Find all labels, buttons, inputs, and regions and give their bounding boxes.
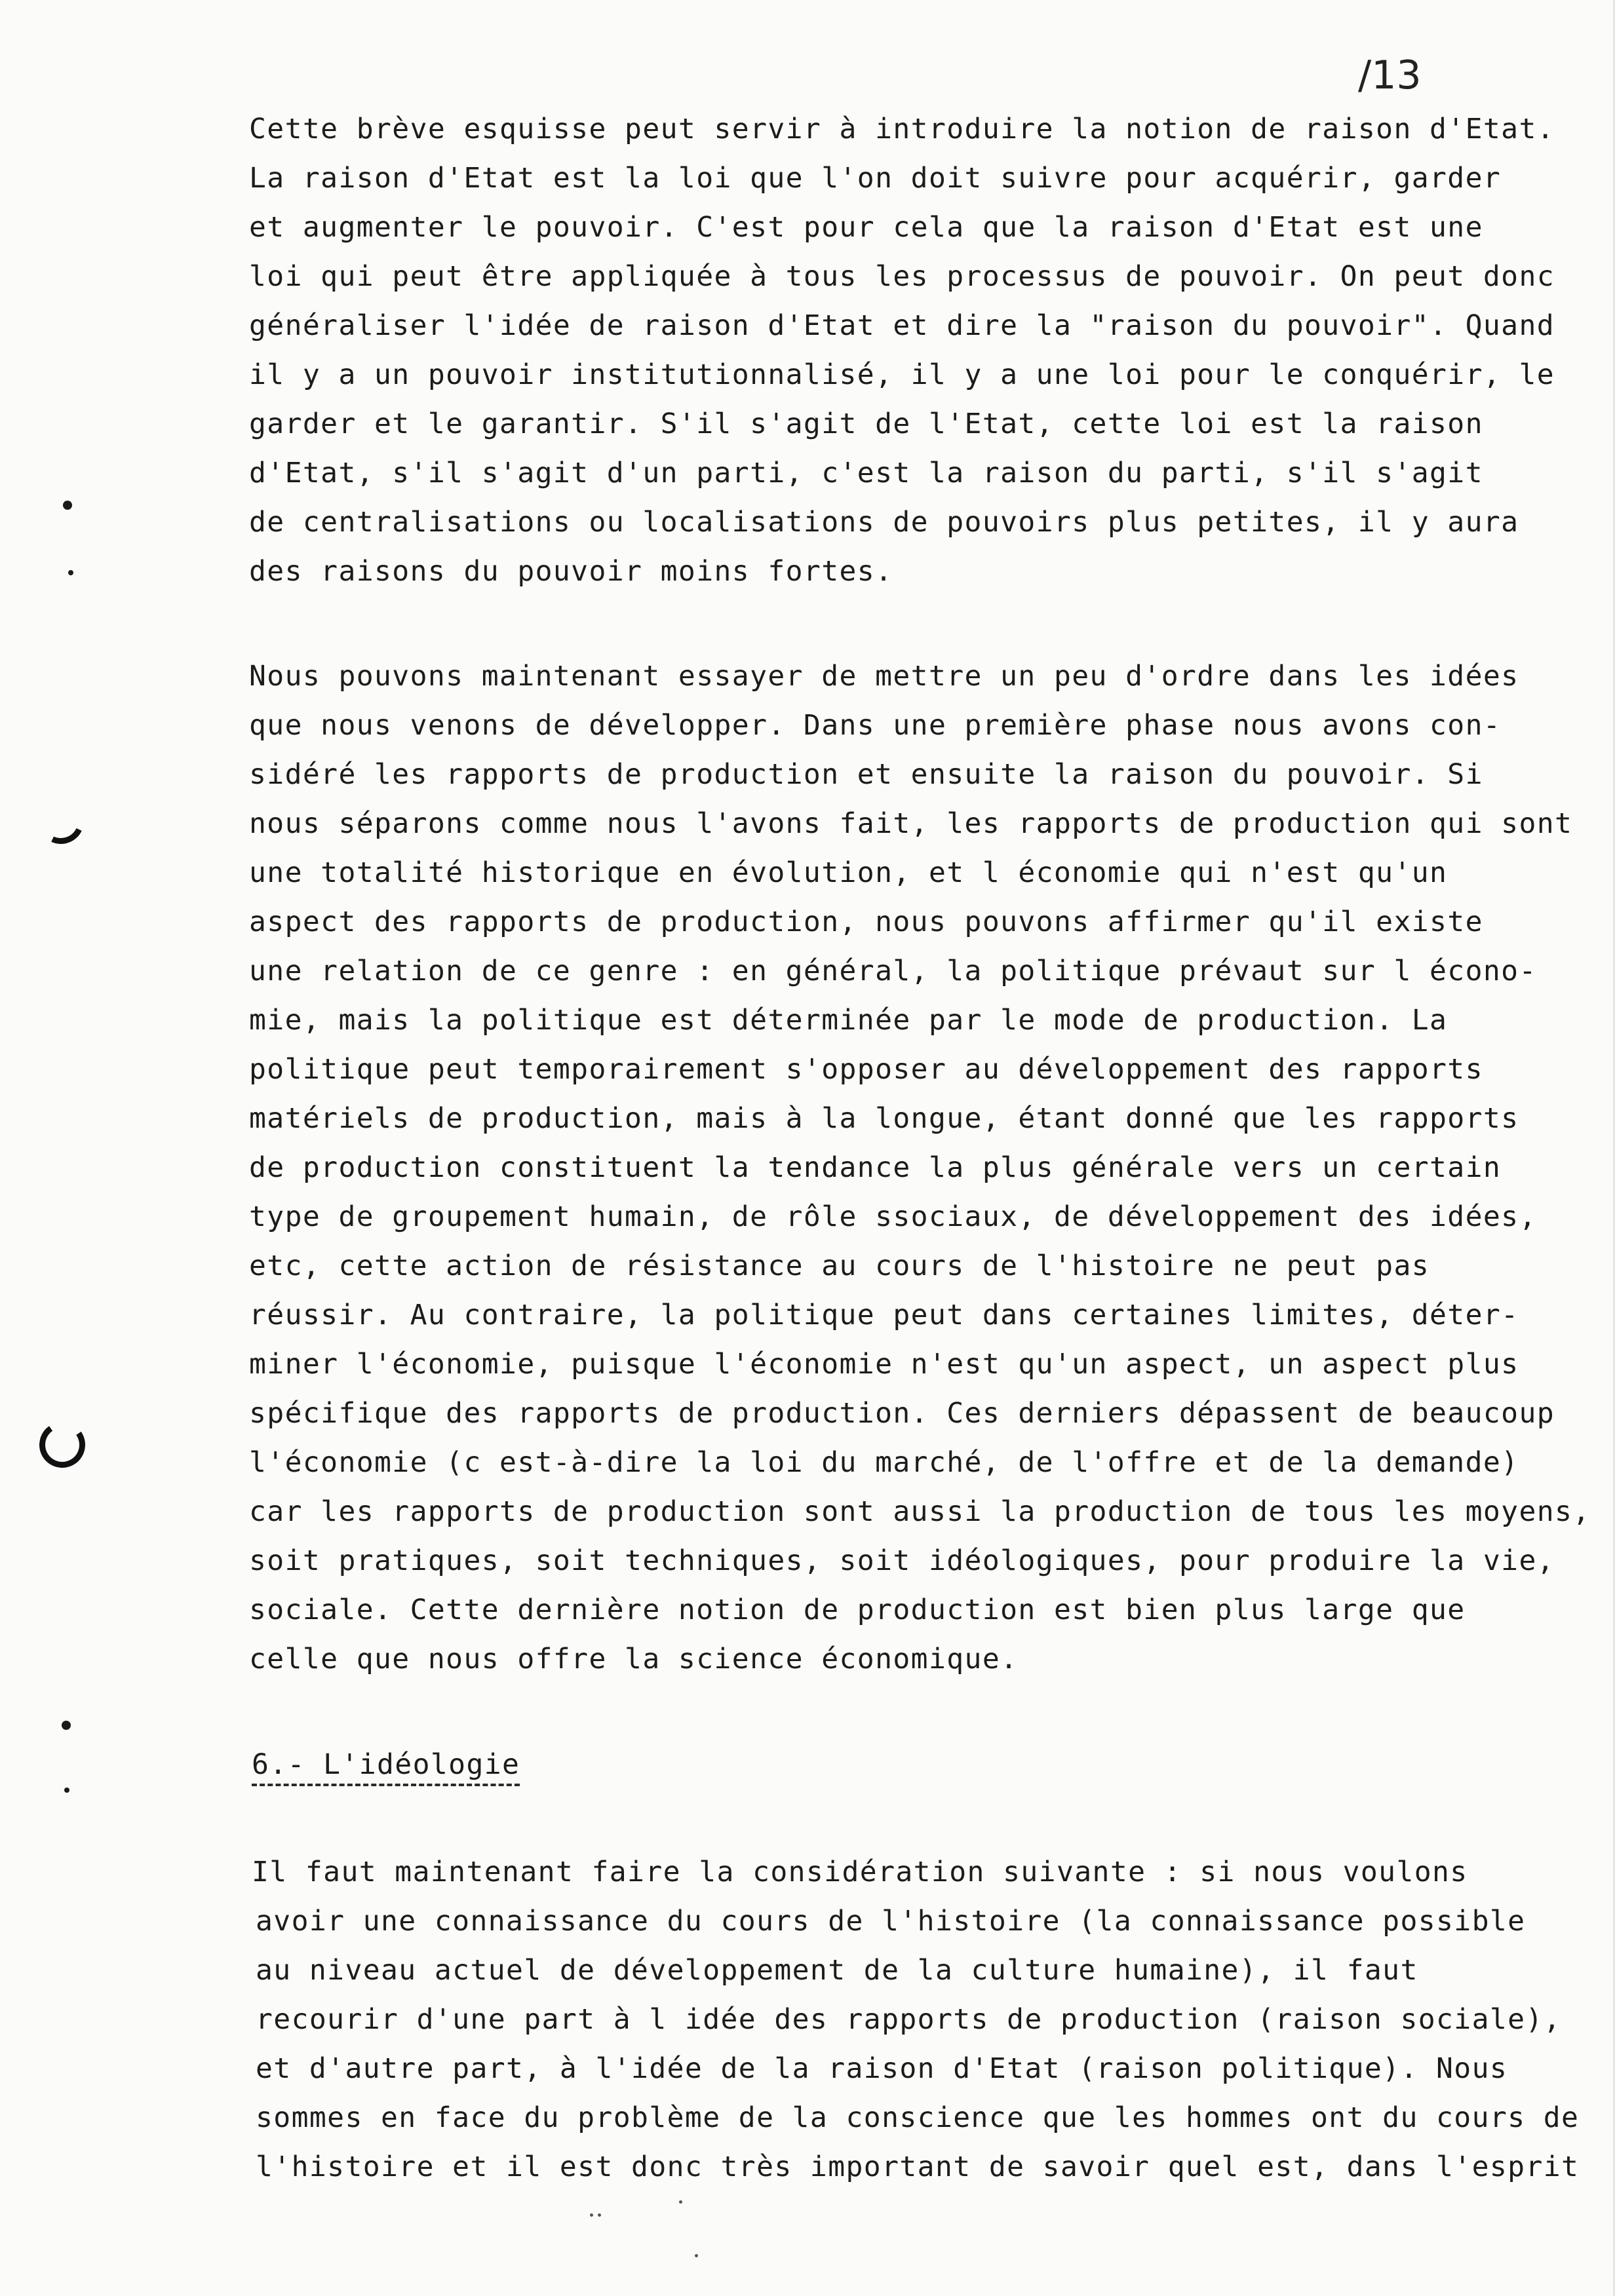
text-line: miner l'économie, puisque l'économie n'est qu'un aspect, un aspect plus bbox=[249, 1348, 1519, 1381]
paper-speck bbox=[598, 2213, 601, 2217]
text-line: l'économie (c est-à-dire la loi du marché, de l'offre et de la demande) bbox=[249, 1446, 1519, 1479]
text-line: que nous venons de développer. Dans une première phase nous avons con- bbox=[249, 709, 1502, 742]
text-line: politique peut temporairement s'opposer au développement des rapports bbox=[249, 1053, 1483, 1086]
text-line: mie, mais la politique est déterminée par le mode de production. La bbox=[249, 1004, 1448, 1037]
text-line: recourir d'une part à l idée des rapports de production (raison sociale), bbox=[256, 2003, 1562, 2036]
text-line: sommes en face du problème de la conscience que les hommes ont du cours de bbox=[256, 2101, 1580, 2134]
text-line: avoir une connaissance du cours de l'histoire (la connaissance possible bbox=[256, 1905, 1526, 1938]
text-line: une totalité historique en évolution, et l économie qui n'est qu'un bbox=[249, 856, 1448, 889]
paper-speck bbox=[679, 2200, 682, 2204]
paper-speck bbox=[590, 2213, 593, 2217]
section-heading: 6.- L'idéologie bbox=[252, 1747, 520, 1786]
margin-dot bbox=[63, 501, 72, 510]
text-line: Il faut maintenant faire la considération suivante : si nous voulons bbox=[252, 1856, 1468, 1888]
text-line: et d'autre part, à l'idée de la raison d'Etat (raison politique). Nous bbox=[256, 2052, 1508, 2085]
text-line: des raisons du pouvoir moins fortes. bbox=[249, 555, 893, 588]
text-line: sidéré les rapports de production et ensuite la raison du pouvoir. Si bbox=[249, 758, 1483, 791]
text-line: de production constituent la tendance la plus générale vers un certain bbox=[249, 1151, 1502, 1184]
punch-hole-mark bbox=[31, 792, 90, 851]
text-line: soit pratiques, soit techniques, soit idéologiques, pour produire la vie, bbox=[249, 1544, 1555, 1577]
text-line: Nous pouvons maintenant essayer de mettre un peu d'ordre dans les idées bbox=[249, 660, 1519, 693]
text-line: nous séparons comme nous l'avons fait, les rapports de production qui sont bbox=[249, 807, 1573, 840]
text-line: matériels de production, mais à la longue, étant donné que les rapports bbox=[249, 1102, 1519, 1135]
text-line: généraliser l'idée de raison d'Etat et dire la "raison du pouvoir". Quand bbox=[249, 309, 1555, 342]
text-line: au niveau actuel de développement de la culture humaine), il faut bbox=[256, 1954, 1418, 1987]
page-number: /13 bbox=[1358, 52, 1422, 98]
text-line: Cette brève esquisse peut servir à introduire la notion de raison d'Etat. bbox=[249, 113, 1555, 145]
margin-dot bbox=[62, 1721, 71, 1730]
text-line: il y a un pouvoir institutionnalisé, il y a une loi pour le conquérir, le bbox=[249, 358, 1555, 391]
text-line: de centralisations ou localisations de pouvoirs plus petites, il y aura bbox=[249, 506, 1519, 539]
text-line: type de groupement humain, de rôle ssociaux, de développement des idées, bbox=[249, 1200, 1537, 1233]
text-line: La raison d'Etat est la loi que l'on doit suivre pour acquérir, garder bbox=[249, 162, 1502, 195]
margin-dot bbox=[68, 570, 73, 575]
text-line: spécifique des rapports de production. Ces derniers dépassent de beaucoup bbox=[249, 1397, 1555, 1430]
text-line: réussir. Au contraire, la politique peut dans certaines limites, déter- bbox=[249, 1299, 1519, 1331]
text-line: celle que nous offre la science économique. bbox=[249, 1643, 1019, 1675]
margin-dot bbox=[64, 1788, 69, 1793]
punch-hole-mark bbox=[35, 1418, 88, 1471]
text-line: l'histoire et il est donc très important de savoir quel est, dans l'esprit bbox=[256, 2151, 1580, 2183]
text-line: sociale. Cette dernière notion de production est bien plus large que bbox=[249, 1594, 1466, 1626]
paper-speck bbox=[695, 2254, 698, 2257]
text-line: etc, cette action de résistance au cours de l'histoire ne peut pas bbox=[249, 1250, 1430, 1282]
text-line: d'Etat, s'il s'agit d'un parti, c'est la raison du parti, s'il s'agit bbox=[249, 457, 1483, 489]
text-line: aspect des rapports de production, nous pouvons affirmer qu'il existe bbox=[249, 906, 1483, 938]
text-line: loi qui peut être appliquée à tous les processus de pouvoir. On peut donc bbox=[249, 260, 1555, 293]
text-line: car les rapports de production sont aussi la production de tous les moyens, bbox=[249, 1495, 1591, 1528]
text-line: garder et le garantir. S'il s'agit de l'Etat, cette loi est la raison bbox=[249, 408, 1483, 440]
text-line: une relation de ce genre : en général, la politique prévaut sur l écono- bbox=[249, 955, 1537, 987]
text-line: et augmenter le pouvoir. C'est pour cela que la raison d'Etat est une bbox=[249, 211, 1483, 244]
